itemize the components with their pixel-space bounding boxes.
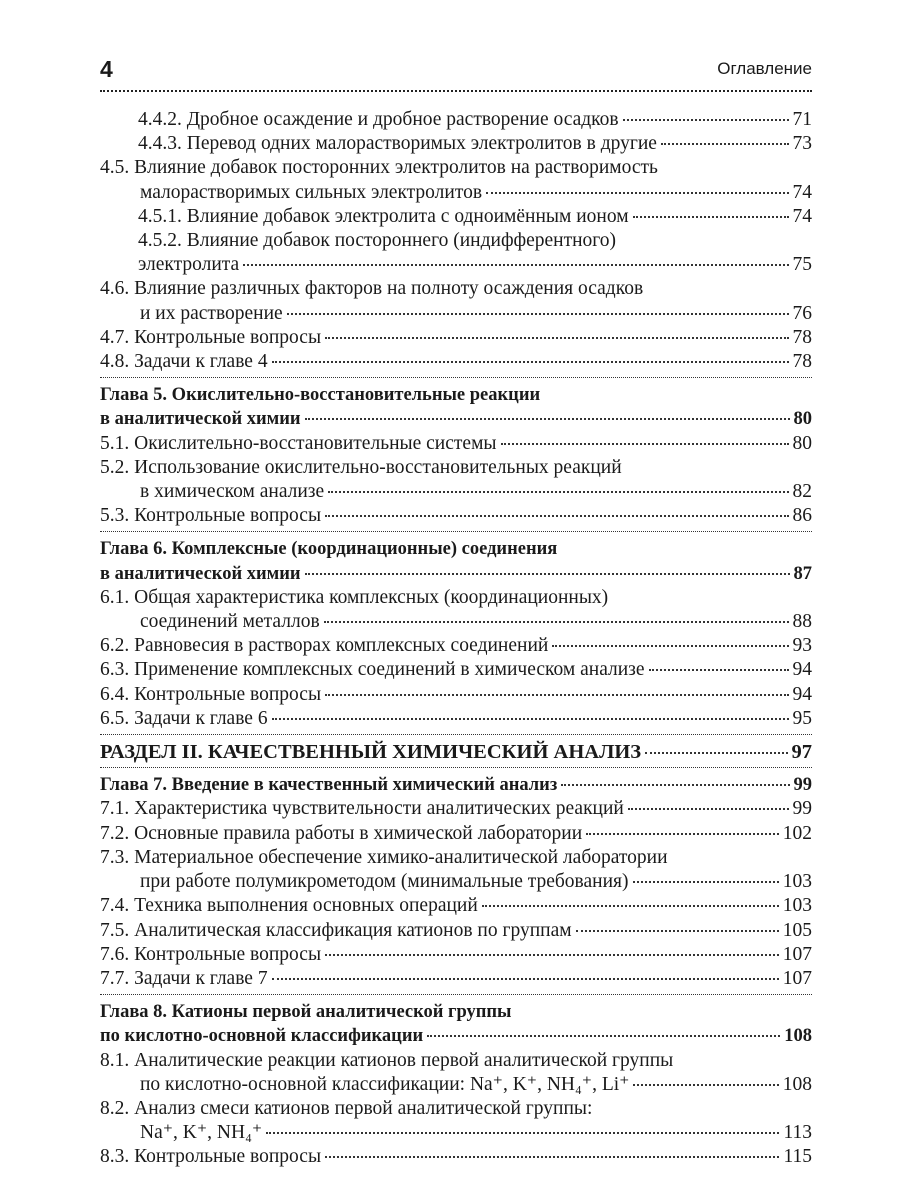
dot-leader bbox=[482, 905, 779, 907]
dot-leader bbox=[272, 978, 779, 980]
toc-page-number: 74 bbox=[792, 181, 812, 203]
toc-entry-title: 5.3. Контрольные вопросы bbox=[100, 505, 322, 527]
toc-entry-title: 4.5.1. Влияние добавок электролита с одноимённым ионом bbox=[138, 205, 629, 227]
dot-leader bbox=[561, 784, 789, 786]
toc-page-number: 105 bbox=[782, 919, 812, 941]
toc-entry[interactable] bbox=[100, 1145, 812, 1169]
dot-leader bbox=[325, 1156, 779, 1158]
toc-entry[interactable] bbox=[100, 894, 812, 918]
toc-entry[interactable] bbox=[100, 1049, 812, 1097]
toc-entry-title: 4.4.3. Перевод одних малорастворимых электролитов в другие bbox=[138, 133, 657, 155]
toc-entry-title: Глава 5. Окислительно-восстановительные реакции bbox=[100, 385, 541, 406]
toc-page-number: 95 bbox=[792, 707, 812, 729]
toc-entry-title: 7.5. Аналитическая классификация катионов по группам bbox=[100, 919, 572, 941]
toc-entry[interactable] bbox=[100, 456, 812, 504]
dot-leader bbox=[325, 954, 779, 956]
toc-entry[interactable] bbox=[100, 377, 812, 431]
toc-entry[interactable] bbox=[100, 205, 812, 229]
toc-entry-title: соединений металлов bbox=[140, 611, 320, 633]
toc-entry-title: Глава 8. Катионы первой аналитической группы bbox=[100, 1002, 512, 1023]
dot-leader bbox=[305, 418, 790, 420]
dot-leader bbox=[586, 833, 779, 835]
dot-leader bbox=[266, 1132, 779, 1134]
toc-entry[interactable] bbox=[100, 994, 812, 1048]
toc-page-number: 71 bbox=[792, 109, 812, 130]
toc-entry-title: 7.4. Техника выполнения основных операций bbox=[100, 895, 478, 917]
toc-entry[interactable] bbox=[100, 797, 812, 821]
toc-entry-title: 7.7. Задачи к главе 7 bbox=[100, 967, 268, 989]
toc-entry[interactable] bbox=[100, 822, 812, 846]
table-of-contents bbox=[100, 108, 812, 1170]
toc-page-number: 88 bbox=[792, 611, 812, 633]
toc-entry[interactable] bbox=[100, 919, 812, 943]
toc-entry-title: 6.1. Общая характеристика комплексных (координационных) bbox=[100, 586, 609, 608]
dot-leader bbox=[325, 694, 788, 696]
dot-leader bbox=[486, 192, 788, 194]
toc-page-number: 97 bbox=[791, 741, 812, 764]
toc-entry-title: 5.1. Окислительно-восстановительные системы bbox=[100, 432, 497, 454]
toc-entry-title: при работе полумикрометодом (минимальные требования) bbox=[140, 871, 629, 893]
toc-entry[interactable] bbox=[100, 531, 812, 585]
dot-leader bbox=[628, 808, 789, 810]
toc-entry[interactable] bbox=[100, 846, 812, 894]
toc-page-number: 87 bbox=[793, 563, 812, 584]
toc-entry-title: 8.3. Контрольные вопросы bbox=[100, 1146, 322, 1168]
toc-entry-title: 4.7. Контрольные вопросы bbox=[100, 326, 322, 348]
toc-page-number: 103 bbox=[782, 895, 812, 917]
toc-entry[interactable] bbox=[100, 229, 812, 277]
toc-entry-title: в аналитической химии bbox=[100, 563, 301, 584]
toc-entry-title: в аналитической химии bbox=[100, 409, 301, 430]
toc-page-number: 107 bbox=[782, 967, 812, 989]
toc-entry-title: электролита bbox=[138, 254, 240, 276]
toc-page-number: 113 bbox=[783, 1122, 812, 1144]
toc-entry[interactable] bbox=[100, 432, 812, 456]
toc-entry[interactable] bbox=[100, 658, 812, 682]
toc-entry[interactable] bbox=[100, 504, 812, 528]
toc-entry[interactable] bbox=[100, 277, 812, 325]
toc-entry-title: Глава 6. Комплексные (координационные) соединения bbox=[100, 539, 558, 560]
toc-entry[interactable] bbox=[100, 586, 812, 634]
toc-page-number: 86 bbox=[792, 505, 812, 527]
toc-entry[interactable] bbox=[100, 108, 812, 132]
toc-page-number: 93 bbox=[792, 635, 812, 657]
dot-leader bbox=[325, 515, 788, 517]
dot-leader bbox=[649, 669, 789, 671]
toc-entry-title: 8.2. Анализ смеси катионов первой аналитической группы: bbox=[100, 1097, 593, 1119]
toc-entry-title: малорастворимых сильных электролитов bbox=[140, 181, 483, 203]
dot-leader bbox=[633, 1084, 778, 1086]
toc-entry-title: по кислотно-основной классификации bbox=[100, 1026, 424, 1047]
toc-page-number: 102 bbox=[782, 822, 812, 844]
toc-page-number: 107 bbox=[782, 943, 812, 965]
toc-entry-title: 7.1. Характеристика чувствительности аналитических реакций bbox=[100, 798, 624, 820]
dot-leader bbox=[243, 264, 788, 266]
toc-entry-title: 7.6. Контрольные вопросы bbox=[100, 943, 322, 965]
dot-leader bbox=[623, 119, 789, 121]
toc-page-number: 115 bbox=[783, 1146, 812, 1168]
dot-leader bbox=[576, 930, 779, 932]
toc-entry-title: РАЗДЕЛ II. КАЧЕСТВЕННЫЙ ХИМИЧЕСКИЙ АНАЛИЗ bbox=[100, 741, 642, 764]
toc-page-number: 74 bbox=[792, 205, 812, 227]
toc-entry-title: в химическом анализе bbox=[140, 481, 325, 503]
toc-entry[interactable] bbox=[100, 1097, 812, 1145]
toc-entry-title: 5.2. Использование окислительно-восстановительных реакций bbox=[100, 456, 622, 478]
toc-page-number: 103 bbox=[782, 871, 812, 893]
toc-entry[interactable] bbox=[100, 967, 812, 991]
toc-entry-title: 6.5. Задачи к главе 6 bbox=[100, 707, 268, 729]
toc-entry[interactable] bbox=[100, 943, 812, 967]
running-title: Оглавление bbox=[717, 59, 812, 78]
dot-leader bbox=[324, 621, 789, 623]
toc-entry[interactable] bbox=[100, 326, 812, 350]
dot-leader bbox=[552, 645, 788, 647]
toc-entry-title: и их растворение bbox=[140, 302, 283, 324]
toc-entry[interactable] bbox=[100, 707, 812, 731]
toc-page-number: 76 bbox=[792, 302, 812, 324]
toc-page-number: 99 bbox=[792, 798, 812, 820]
toc-entry-title: по кислотно-основной классификации: Na⁺, K⁺, NH₄⁺, Li⁺ bbox=[140, 1073, 630, 1095]
dot-leader bbox=[328, 491, 788, 493]
toc-entry-title: 4.5.2. Влияние добавок постороннего (индифферентного) bbox=[138, 230, 617, 252]
dot-leader bbox=[661, 143, 789, 145]
header-dotted-rule bbox=[100, 90, 812, 92]
toc-page-number: 82 bbox=[792, 481, 812, 503]
toc-entry-title: Глава 7. Введение в качественный химический анализ bbox=[100, 775, 558, 796]
page-header bbox=[100, 55, 812, 85]
toc-entry-title: 4.8. Задачи к главе 4 bbox=[100, 351, 268, 373]
toc-entry-title: 6.3. Применение комплексных соединений в химическом анализе bbox=[100, 659, 645, 681]
dot-leader bbox=[645, 752, 787, 754]
toc-page-number: 108 bbox=[782, 1073, 812, 1095]
dot-leader bbox=[633, 216, 789, 218]
toc-page-number: 108 bbox=[784, 1026, 812, 1047]
toc-entry[interactable] bbox=[100, 734, 812, 764]
toc-page-number: 94 bbox=[792, 683, 812, 705]
toc-entry-title: 4.4.2. Дробное осаждение и дробное растворение осадков bbox=[138, 109, 619, 130]
toc-entry-title: 7.2. Основные правила работы в химической лаборатории bbox=[100, 822, 583, 844]
toc-entry[interactable] bbox=[100, 132, 812, 156]
toc-page-number: 75 bbox=[792, 254, 812, 276]
toc-page-number: 78 bbox=[792, 351, 812, 373]
dot-leader bbox=[501, 443, 789, 445]
toc-entry[interactable] bbox=[100, 350, 812, 374]
dot-leader bbox=[427, 1035, 780, 1037]
toc-page-number: 80 bbox=[792, 432, 812, 454]
toc-page-number: 99 bbox=[793, 775, 812, 796]
toc-entry[interactable] bbox=[100, 683, 812, 707]
toc-entry-title: 4.6. Влияние различных факторов на полноту осаждения осадков bbox=[100, 278, 644, 300]
toc-entry[interactable] bbox=[100, 634, 812, 658]
toc-entry-title: 6.2. Равновесия в растворах комплексных соединений bbox=[100, 635, 549, 657]
toc-entry-title: 8.1. Аналитические реакции катионов первой аналитической группы bbox=[100, 1049, 674, 1071]
toc-entry-title: 4.5. Влияние добавок посторонних электролитов на растворимость bbox=[100, 157, 658, 179]
toc-entry-title: 6.4. Контрольные вопросы bbox=[100, 683, 322, 705]
toc-page-number: 94 bbox=[792, 659, 812, 681]
toc-entry-title: Na⁺, K⁺, NH₄⁺ bbox=[140, 1122, 263, 1144]
toc-page-number: 73 bbox=[792, 133, 812, 155]
dot-leader bbox=[272, 361, 789, 363]
toc-page-number: 80 bbox=[793, 409, 812, 430]
dot-leader bbox=[633, 881, 779, 883]
dot-leader bbox=[272, 718, 789, 720]
toc-entry[interactable] bbox=[100, 156, 812, 204]
dot-leader bbox=[325, 337, 788, 339]
page-number: 4 bbox=[100, 56, 113, 82]
toc-entry[interactable] bbox=[100, 767, 812, 797]
toc-entry-title: 7.3. Материальное обеспечение химико-аналитической лаборатории bbox=[100, 846, 668, 868]
dot-leader bbox=[305, 573, 790, 575]
toc-page-number: 78 bbox=[792, 326, 812, 348]
dot-leader bbox=[287, 313, 789, 315]
